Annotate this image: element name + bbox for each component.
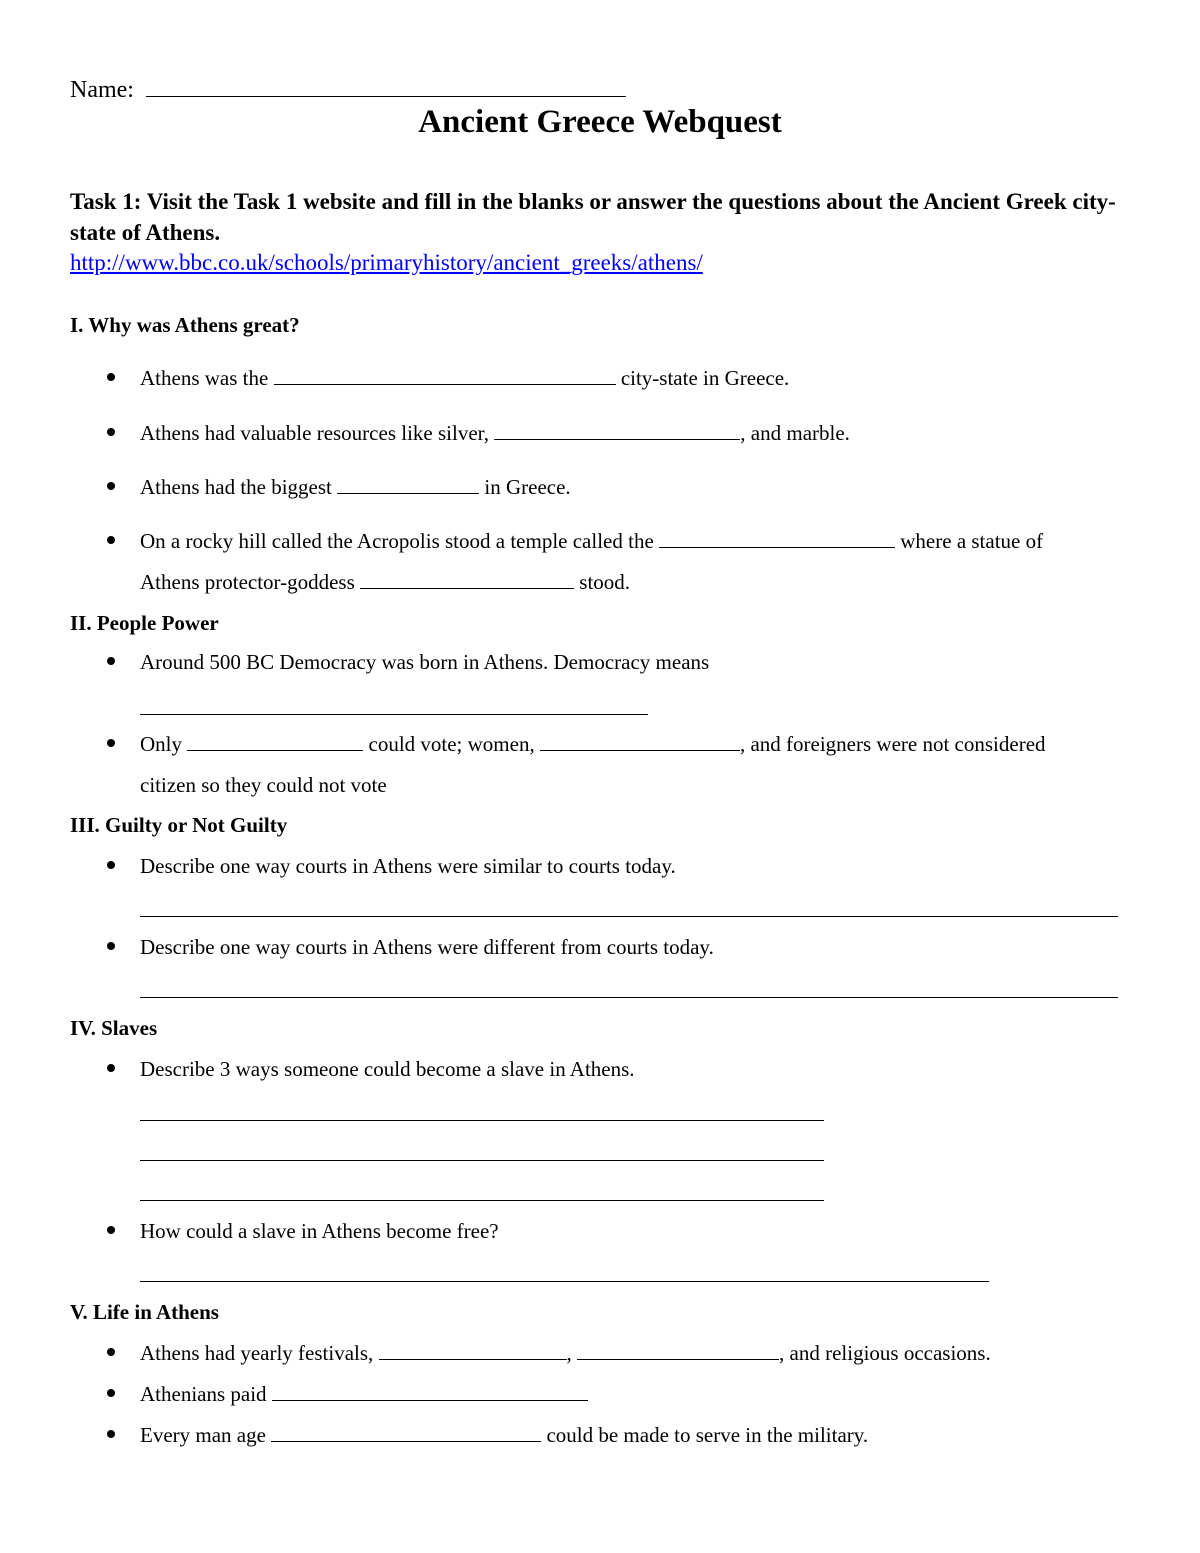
bullet-icon [107,1389,115,1397]
answer-line[interactable] [140,997,1118,998]
list-item [140,421,850,446]
item-text: Athenians paid [140,1382,267,1406]
name-field[interactable] [146,74,626,97]
item-text: On a rocky hill called the Acropolis stood a temple called the [140,529,654,553]
bullet-icon [107,1226,115,1234]
bullet-icon [107,1430,115,1438]
list-item [140,1341,991,1366]
fill-blank[interactable] [577,1341,779,1360]
list-item [140,732,1046,757]
section-heading-why-athens-great: I. Why was Athens great? [70,313,300,337]
list-item-continuation: citizen so they could not vote [140,773,387,797]
section-heading-slaves: IV. Slaves [70,1016,158,1040]
fill-blank[interactable] [274,366,616,385]
list-item: Describe one way courts in Athens were different from courts today. [140,935,714,959]
fill-blank[interactable] [659,529,895,548]
page-title: Ancient Greece Webquest [418,104,782,140]
item-text: , [566,1341,572,1365]
fill-blank[interactable] [337,475,479,494]
item-text: , and marble. [740,421,850,445]
item-text: Athens was the [140,366,269,390]
fill-blank[interactable] [379,1341,567,1360]
fill-blank[interactable] [271,1423,541,1442]
item-text: stood. [579,570,631,594]
list-item [140,475,571,500]
section-heading-life-in-athens: V. Life in Athens [70,1300,219,1324]
bullet-icon [107,1348,115,1356]
item-text: in Greece. [484,475,571,499]
bullet-icon [107,373,115,381]
bullet-icon [107,536,115,544]
list-item: Describe one way courts in Athens were similar to courts today. [140,854,676,878]
item-text: could vote; women, [368,732,535,756]
fill-blank[interactable] [540,732,740,751]
answer-line[interactable] [140,1160,824,1161]
bullet-icon [107,428,115,436]
list-item-continuation [140,570,630,595]
answer-line[interactable] [140,1281,989,1282]
name-row [70,74,626,104]
item-text: Athens had the biggest [140,475,332,499]
item-text: Only [140,732,182,756]
answer-line[interactable] [140,1120,824,1121]
bullet-icon [107,861,115,869]
task-instruction: Task 1: Visit the Task 1 website and fill in the blanks or answer the questions about the Ancient Greek city-state of Athens. [70,189,1116,245]
task-link[interactable]: http://www.bbc.co.uk/schools/primaryhistory/ancient_greeks/athens/ [70,250,703,275]
list-item: Around 500 BC Democracy was born in Athens. Democracy means [140,650,710,674]
item-text: where a statue of [900,529,1044,553]
item-text: Athens protector-goddess [140,570,355,594]
item-text: Every man age [140,1423,266,1447]
bullet-icon [107,482,115,490]
list-item [140,366,789,391]
item-text: , and foreigners were not considered [739,732,1046,756]
bullet-icon [107,942,115,950]
bullet-icon [107,1064,115,1072]
list-item [140,1382,588,1407]
answer-line[interactable] [140,916,1118,917]
list-item: How could a slave in Athens become free? [140,1219,499,1243]
item-text: , and religious occasions. [779,1341,991,1365]
name-label: Name: [70,77,134,103]
item-text: city-state in Greece. [620,366,790,390]
section-heading-people-power: II. People Power [70,611,219,635]
bullet-icon [107,739,115,747]
list-item: Describe 3 ways someone could become a slave in Athens. [140,1057,635,1081]
item-text: could be made to serve in the military. [546,1423,869,1447]
answer-line[interactable] [140,1200,824,1201]
fill-blank[interactable] [360,570,574,589]
answer-line[interactable] [140,714,648,715]
bullet-icon [107,657,115,665]
item-text: Athens had yearly festivals, [140,1341,374,1365]
list-item [140,529,1043,554]
list-item [140,1423,868,1448]
fill-blank[interactable] [494,421,740,440]
section-heading-guilty-or-not: III. Guilty or Not Guilty [70,813,288,837]
fill-blank[interactable] [187,732,363,751]
item-text: Athens had valuable resources like silver, [140,421,490,445]
fill-blank[interactable] [272,1382,588,1401]
